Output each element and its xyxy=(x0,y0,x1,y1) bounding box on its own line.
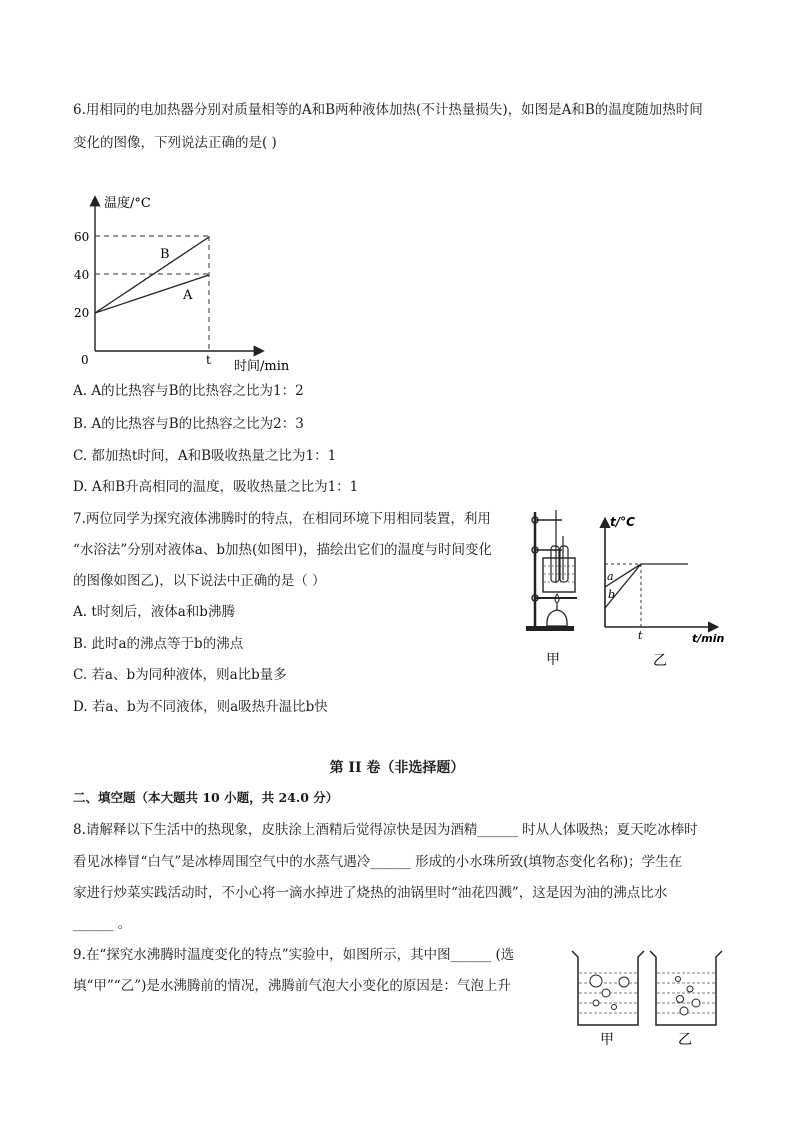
water-bath-apparatus-figure xyxy=(522,508,582,673)
figure-jia-label: 甲 xyxy=(546,652,560,668)
q7-option-d: D. 若a、b为不同液体，则a吸热升温比b快 xyxy=(73,699,328,715)
graph-y-label: t/°C xyxy=(610,515,635,529)
q6-option-d: D. A和B升高相同的温度，吸收热量之比为1：1 xyxy=(73,479,359,495)
temperature-time-chart xyxy=(70,186,310,376)
x-axis-label: 时间/min xyxy=(234,359,290,374)
series-a-label: A xyxy=(183,288,193,303)
q6-option-b: B. A的比热容与B的比热容之比为2：3 xyxy=(73,416,304,432)
q6-option-a: A. A的比热容与B的比热容之比为1：2 xyxy=(73,383,304,399)
q8-line-2: 看见冰棒冒“白气”是冰棒周围空气中的水蒸气遇冷______ 形成的小水珠所致(填物态变化名称)；学生在 xyxy=(73,854,683,870)
q7-option-b: B. 此时a的沸点等于b的沸点 xyxy=(73,636,244,652)
q8-line-1: 8.请解释以下生活中的热现象，皮肤涂上酒精后觉得凉快是因为酒精______ 时从人体吸热；夏天吃冰棒时 xyxy=(73,822,698,838)
q7-stem-line-2: “水浴法”分别对液体a、b加热(如图甲)，描绘出它们的温度与时间变化 xyxy=(73,542,493,558)
q6-stem-line-1: 6.用相同的电加热器分别对质量相等的A和B两种液体加热(不计热量损失)，如图是A和B的温度随加热时间 xyxy=(73,102,703,118)
beaker-yi-label: 乙 xyxy=(678,1032,692,1048)
section-title: 第 II 卷（非选择题） xyxy=(329,760,465,776)
q7-stem-line-3: 的图像如图乙)，以下说法中正确的是（ ） xyxy=(73,573,326,589)
x-tick-t: t xyxy=(206,353,211,367)
beakers-figure xyxy=(566,945,731,1050)
q8-line-4: ______ 。 xyxy=(73,916,132,932)
graph-x-label: t/min xyxy=(692,632,725,645)
section-part-heading: 二、填空题（本大题共 10 小题，共 24.0 分） xyxy=(73,790,339,805)
y-tick-60: 60 xyxy=(74,230,90,244)
x-tick-0: 0 xyxy=(81,353,89,367)
y-tick-20: 20 xyxy=(74,306,90,320)
graph-curve-a-label: a xyxy=(607,570,614,583)
q7-stem-line-1: 7.两位同学为探究液体沸腾时的特点，在相同环境下用相同装置，利用 xyxy=(73,511,491,527)
q8-line-3: 家进行炒菜实践活动时，不小心将一滴水掉进了烧热的油锅里时“油花四溅”，这是因为油的沸点比水 xyxy=(73,885,668,901)
y-axis-label: 温度/°C xyxy=(104,196,151,211)
y-tick-40: 40 xyxy=(74,268,90,282)
q9-line-2: 填“甲”“乙”)是水沸腾前的情况，沸腾前气泡大小变化的原因是：气泡上升 xyxy=(73,978,511,994)
q6-stem-line-2: 变化的图像，下列说法正确的是( ) xyxy=(73,135,277,151)
boiling-temperature-graph xyxy=(596,512,726,672)
q7-option-a: A. t时刻后，液体a和b沸腾 xyxy=(73,604,235,620)
figure-yi-label: 乙 xyxy=(653,653,667,669)
q7-option-c: C. 若a、b为同种液体，则a比b量多 xyxy=(73,667,287,683)
q9-line-1: 9.在“探究水沸腾时温度变化的特点”实验中，如图所示，其中图______ (选 xyxy=(73,947,515,963)
q6-option-c: C. 都加热t时间，A和B吸收热量之比为1：1 xyxy=(73,448,337,464)
beaker-jia-label: 甲 xyxy=(600,1032,614,1048)
graph-t-tick: t xyxy=(638,629,643,642)
graph-curve-b-label: b xyxy=(608,588,616,601)
series-b-label: B xyxy=(160,247,170,262)
